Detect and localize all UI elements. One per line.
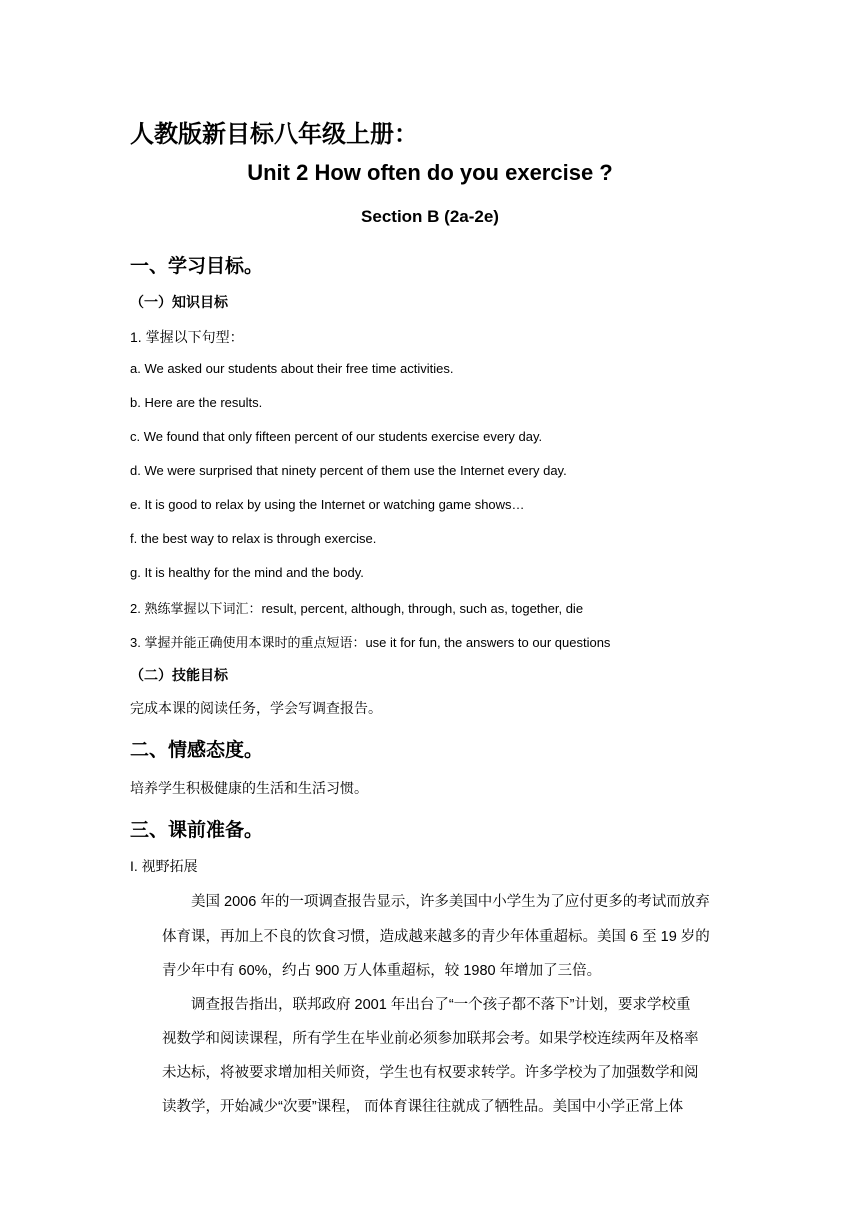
- section-heading-objectives: 一、学习目标。: [130, 256, 264, 277]
- sentence-line: e. It is good to relax by using the Internet or watching game shows…: [130, 497, 525, 512]
- unit-title: Unit 2 How often do you exercise ?: [247, 160, 613, 185]
- paragraph-line: 视数学和阅读课程，所有学生在毕业前必须参加联邦会考。如果学校连续两年及格率: [162, 1031, 699, 1047]
- section-heading-preparation: 三、课前准备。: [130, 820, 264, 841]
- item-sentence-patterns: 1. 掌握以下句型：: [130, 329, 244, 345]
- sentence-line: f. the best way to relax is through exercise.: [130, 531, 377, 546]
- item-phrases: 3. 掌握并能正确使用本课时的重点短语：use it for fun, the answers to our questions: [130, 635, 611, 650]
- sentence-line: a. We asked our students about their free time activities.: [130, 361, 454, 376]
- sentence-line: b. Here are the results.: [130, 395, 263, 410]
- paragraph-line: 调查报告指出，联邦政府 2001 年出台了“一个孩子都不落下”计划，要求学校重: [191, 997, 691, 1013]
- paragraph-line: 读教学，开始减少“次要”课程， 而体育课往往就成了牺牲品。美国中小学正常上体: [162, 1099, 684, 1115]
- paragraph-line: 美国 2006 年的一项调查报告显示，许多美国中小学生为了应付更多的考试而放弃: [191, 894, 710, 910]
- paragraph-line: 青少年中有 60%，约占 900 万人体重超标，较 1980 年增加了三倍。: [162, 963, 602, 979]
- document-title: 人教版新目标八年级上册：: [130, 121, 418, 148]
- paragraph-line: 未达标，将被要求增加相关师资，学生也有权要求转学。许多学校为了加强数学和阅: [162, 1065, 699, 1081]
- subheading-knowledge: （一）知识目标: [130, 294, 228, 310]
- sentence-line: d. We were surprised that ninety percent of them use the Internet every day.: [130, 463, 567, 478]
- attitude-text: 培养学生积极健康的生活和生活习惯。: [130, 780, 368, 796]
- item-vocabulary: 2. 熟练掌握以下词汇：result, percent, although, through, such as, together, die: [130, 601, 584, 616]
- section-title: Section B (2a-2e): [361, 207, 499, 226]
- sentence-line: g. It is healthy for the mind and the body.: [130, 565, 364, 580]
- paragraph-line: 体育课，再加上不良的饮食习惯，造成越来越多的青少年体重超标。美国 6 至 19 岁的: [162, 929, 710, 945]
- section-heading-attitude: 二、情感态度。: [130, 740, 264, 761]
- sentence-line: c. We found that only fifteen percent of our students exercise every day.: [130, 429, 543, 444]
- skill-text: 完成本课的阅读任务，学会写调查报告。: [130, 700, 382, 716]
- subheading-vision: I. 视野拓展: [130, 858, 198, 874]
- subheading-skills: （二）技能目标: [130, 667, 228, 683]
